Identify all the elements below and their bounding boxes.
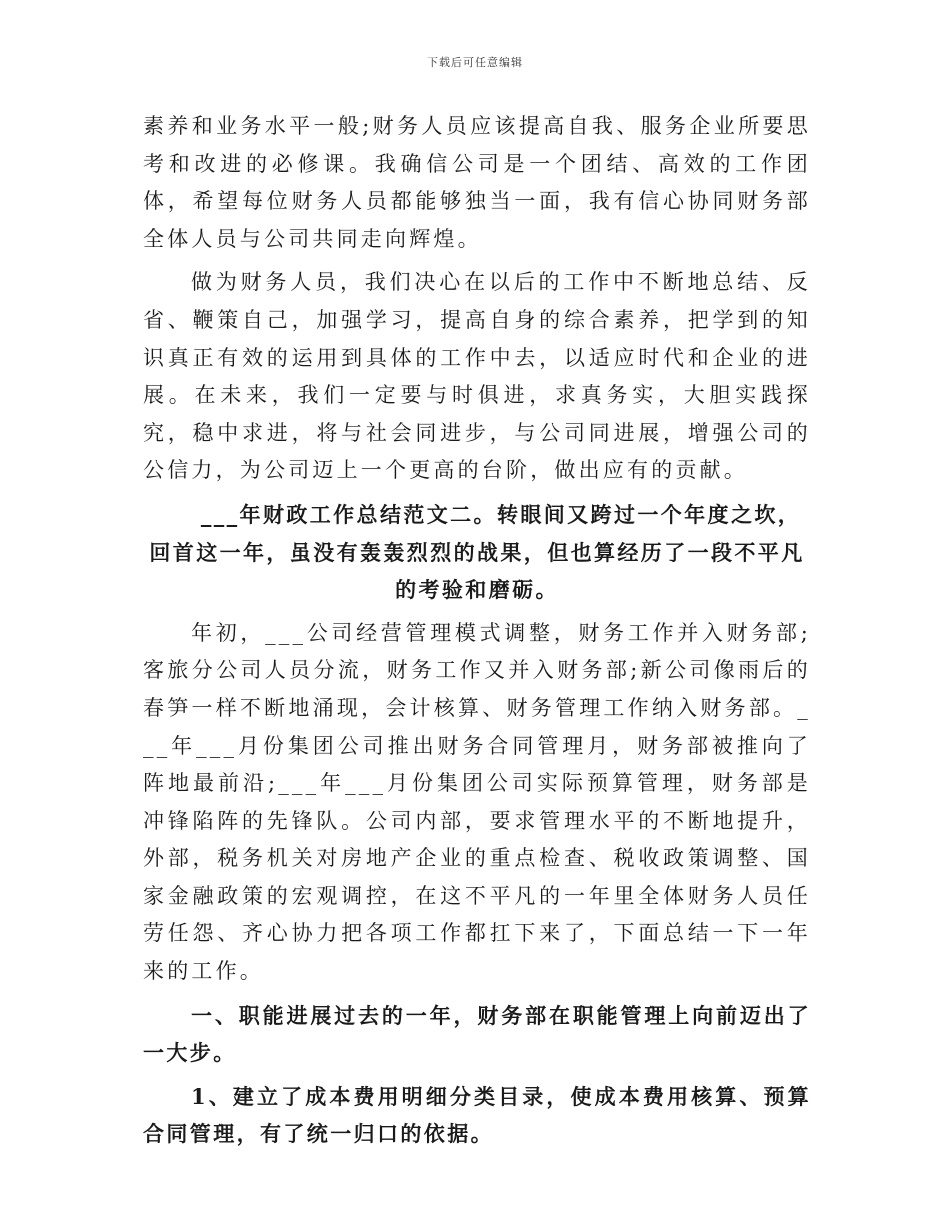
subheading-cost-catalog: 1、建立了成本费用明细分类目录，使成本费用核算、预算合同管理，有了统一归口的依据。: [143, 1083, 811, 1147]
paragraph-year-overview: 年初，___公司经营管理模式调整，财务工作并入财务部;客旅分公司人员分流，财务工作又并入财务部;新公司像雨后的春笋一样不断地涌现，会计核算、财务管理工作纳入财务部。___年___月份集团公司推出财务合同管理月，财务部被推向了阵地最前沿;___年___月份集团公司实际预算管理，财务部是冲锋陷阵的先锋队。公司内部，要求管理水平的不断地提升，外部，税务机关对房地产企业的重点检查、税收政策调整、国家金融政策的宏观调控，在这不平凡的一年里全体财务人员任劳任怨、齐心协力把各项工作都扛下来了，下面总结一下一年来的工作。: [143, 620, 811, 984]
document-body: [143, 108, 811, 1153]
section-heading: ___年财政工作总结范文二。转眼间又跨过一个年度之坎，回首这一年，虽没有轰轰烈烈的战果，但也算经历了一段不平凡的考验和磨砺。: [149, 501, 805, 603]
subheading-functions: 一、职能进展过去的一年，财务部在职能管理上向前迈出了一大步。: [143, 1002, 811, 1066]
page-header: 下载后可任意编辑: [427, 56, 523, 69]
paragraph-resolution: 做为财务人员，我们决心在以后的工作中不断地总结、反省、鞭策自己，加强学习，提高自身的综合素养，把学到的知识真正有效的运用到具体的工作中去，以适应时代和企业的进展。在未来，我们一定要与时俱进，求真务实，大胆实践探究，稳中求进，将与社会同进步，与公司同进展，增强公司的公信力，为公司迈上一个更高的台阶，做出应有的贡献。: [143, 270, 811, 483]
paragraph-continuation: 素养和业务水平一般;财务人员应该提高自我、服务企业所要思考和改进的必修课。我确信公司是一个团结、高效的工作团体，希望每位财务人员都能够独当一面，我有信心协同财务部全体人员与公司共同走向辉煌。: [143, 114, 811, 251]
